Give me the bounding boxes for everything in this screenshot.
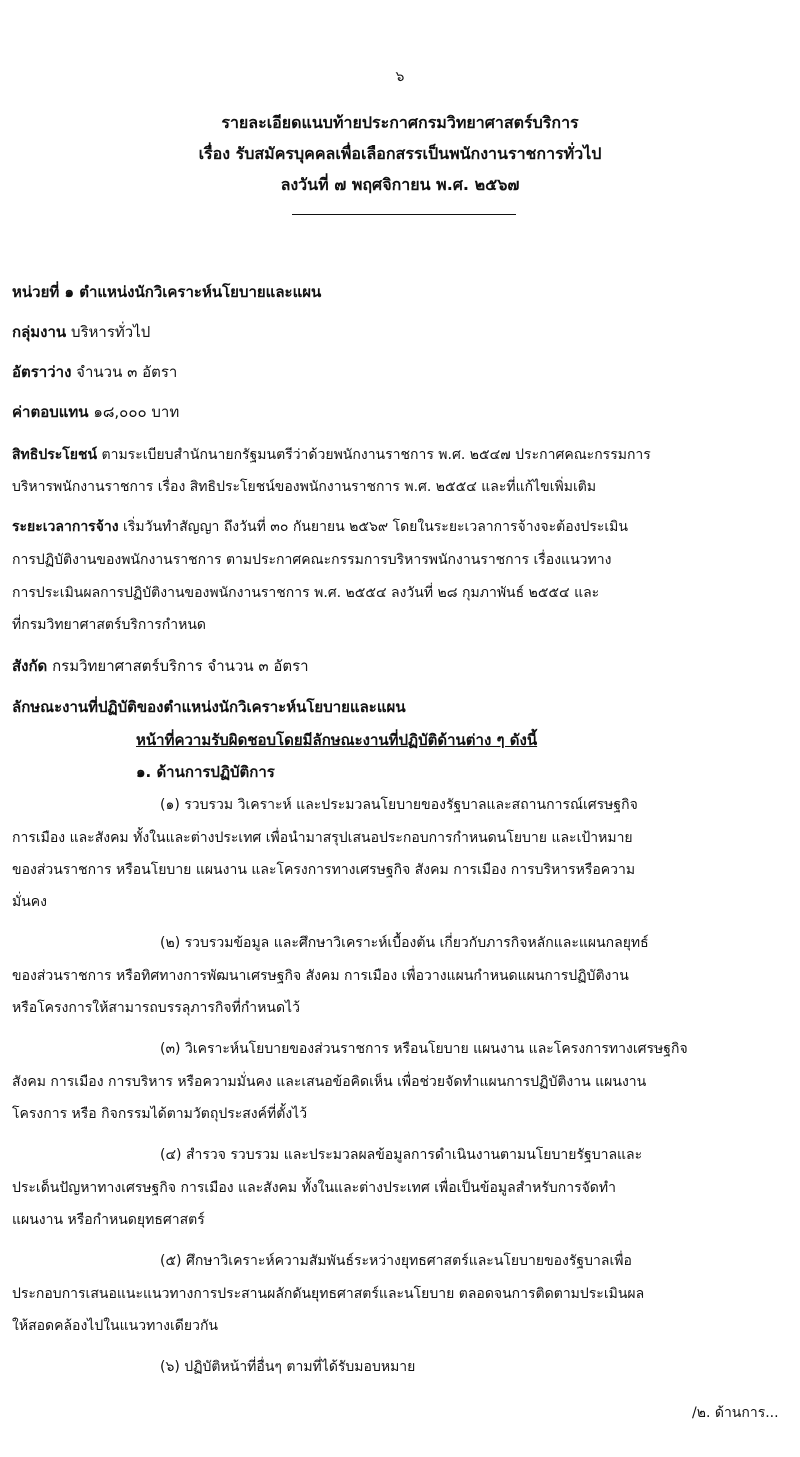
item-5-line-3: ให้สอดคล้องไปในแนวทางเดียวกัน (12, 1318, 219, 1334)
header-line-3: ลงวันที่ ๗ พฤศจิกายน พ.ศ. ๒๕๖๗ (280, 175, 520, 194)
pay-label: ค่าตอบแทน (12, 403, 89, 421)
continued-marker: /๒. ด้านการ... (692, 1405, 779, 1421)
header-line-1: รายละเอียดแนบท้ายประกาศกรมวิทยาศาสตร์บริการ (221, 113, 579, 132)
affiliation-field (12, 655, 309, 677)
item-3-line-3: โครงการ หรือ กิจกรรมได้ตามวัตถุประสงค์ที่ตั้งไว้ (12, 1106, 308, 1122)
period-line-2: การปฏิบัติงานของพนักงานราชการ ตามประกาศคณะกรรมการบริหารพนักงานราชการ เรื่องแนวทาง (12, 552, 612, 568)
item-2-line-1: (๒) รวบรวมข้อมูล และศึกษาวิเคราะห์เบื้องต้น เกี่ยวกับภารกิจหลักและแผนกลยุทธ์ (160, 935, 649, 951)
vacancy-field (12, 361, 177, 383)
period-line-1: เริ่มวันทำสัญญา ถึงวันที่ ๓๐ กันยายน ๒๕๖๙ โดยในระยะเวลาการจ้างจะต้องประเมิน (118, 519, 628, 535)
duties-subheading: หน้าที่ความรับผิดชอบโดยมีลักษณะงานที่ปฏิบัติด้านต่าง ๆ ดังนี้ (136, 731, 538, 749)
period-field (12, 516, 628, 538)
benefit-field (12, 444, 651, 466)
page-number: ๖ (395, 69, 405, 85)
benefit-line-2: บริหารพนักงานราชการ เรื่อง สิทธิประโยชน์ของพนักงานราชการ พ.ศ. ๒๕๕๔ และที่แก้ไขเพิ่มเติม (12, 479, 597, 495)
item-1-line-2: การเมือง และสังคม ทั้งในและต่างประเทศ เพื่อนำมาสรุปเสนอประกอบการกำหนดนโยบาย และเป้าหมาย (12, 830, 633, 846)
item-2-line-3: หรือโครงการให้สามารถบรรลุภารกิจที่กำหนดไว้ (12, 1000, 300, 1016)
item-3-line-2: สังคม การเมือง การบริหาร หรือความมั่นคง และเสนอข้อคิดเห็น เพื่อช่วยจัดทำแผนการปฏิบัติงาน แผนงาน (12, 1074, 647, 1090)
item-5-line-2: ประกอบการเสนอแนะแนวทางการประสานผลักดันยุทธศาสตร์และนโยบาย ตลอดจนการติดตามประเมินผล (12, 1286, 645, 1302)
item-5-line-1: (๕) ศึกษาวิเคราะห์ความสัมพันธ์ระหว่างยุทธศาสตร์และนโยบายของรัฐบาลเพื่อ (160, 1253, 632, 1269)
item-1-line-1: (๑) รวบรวม วิเคราะห์ และประมวลนโยบายของรัฐบาลและสถานการณ์เศรษฐกิจ (160, 797, 638, 813)
section-1-title: ๑. ด้านการปฏิบัติการ (136, 763, 275, 781)
item-6-line-1: (๖) ปฏิบัติหน้าที่อื่นๆ ตามที่ได้รับมอบหมาย (160, 1359, 416, 1375)
item-4-line-3: แผนงาน หรือกำหนดยุทธศาสตร์ (12, 1212, 205, 1228)
pay-field (12, 401, 179, 423)
group-field (12, 321, 150, 343)
pay-value: ๑๘,๐๐๐ บาท (88, 403, 180, 421)
benefit-line-1: ตามระเบียบสำนักนายกรัฐมนตรีว่าด้วยพนักงานราชการ พ.ศ. ๒๕๔๗ ประกาศคณะกรรมการ (97, 447, 651, 463)
period-line-3: การประเมินผลการปฏิบัติงานของพนักงานราชการ พ.ศ. ๒๕๕๔ ลงวันที่ ๒๘ กุมภาพันธ์ ๒๕๕๔ และ (12, 585, 600, 601)
unit-title: หน่วยที่ ๑ ตำแหน่งนักวิเคราะห์นโยบายและแผน (12, 283, 322, 301)
item-3-line-1: (๓) วิเคราะห์นโยบายของส่วนราชการ หรือนโยบาย แผนงาน และโครงการทางเศรษฐกิจ (160, 1041, 688, 1057)
benefit-label: สิทธิประโยชน์ (12, 447, 98, 463)
item-4-line-2: ประเด็นปัญหาทางเศรษฐกิจ การเมือง และสังคม ทั้งในและต่างประเทศ เพื่อเป็นข้อมูลสำหรับการจัดทำ (12, 1180, 616, 1196)
group-value: บริหารทั่วไป (66, 323, 151, 341)
vacancy-label: อัตราว่าง (12, 363, 72, 381)
header-divider (292, 214, 516, 215)
item-2-line-2: ของส่วนราชการ หรือทิศทางการพัฒนาเศรษฐกิจ สังคม การเมือง เพื่อวางแผนกำหนดแผนการปฏิบัติงาน (12, 968, 629, 984)
affiliation-value: กรมวิทยาศาสตร์บริการ จำนวน ๓ อัตรา (47, 657, 309, 675)
item-1-line-3: ของส่วนราชการ หรือนโยบาย แผนงาน และโครงการทางเศรษฐกิจ สังคม การเมือง การบริหารหรือความ (12, 862, 636, 878)
item-1-line-4: มั่นคง (12, 894, 47, 910)
item-4-line-1: (๔) สำรวจ รวบรวม และประมวลผลข้อมูลการดำเนินงานตามนโยบายรัฐบาลและ (160, 1147, 643, 1163)
period-line-4: ที่กรมวิทยาศาสตร์บริการกำหนด (12, 617, 207, 633)
header-line-2: เรื่อง รับสมัครบุคคลเพื่อเลือกสรรเป็นพนักงานราชการทั่วไป (198, 144, 602, 163)
vacancy-value: จำนวน ๓ อัตรา (71, 363, 178, 381)
duties-heading: ลักษณะงานที่ปฏิบัติของตำแหน่งนักวิเคราะห์นโยบายและแผน (12, 698, 406, 716)
affiliation-label: สังกัด (12, 657, 48, 675)
period-label: ระยะเวลาการจ้าง (12, 519, 119, 535)
group-label: กลุ่มงาน (12, 323, 67, 341)
